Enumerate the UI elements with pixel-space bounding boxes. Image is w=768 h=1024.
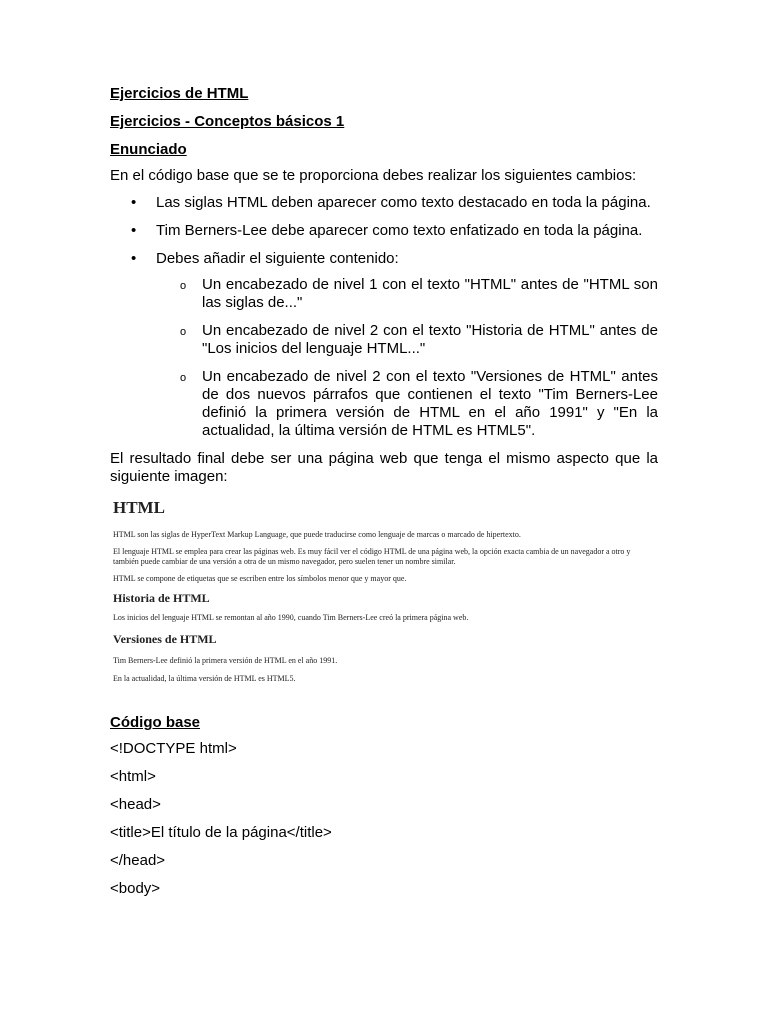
list-item-text: Debes añadir el siguiente contenido:: [156, 250, 399, 267]
sub-list-item-text: Un encabezado de nivel 2 con el texto "Versiones de HTML" antes de dos nuevos párrafos que contienen el texto "Tim Berners-Lee definió la primera versión de HTML en el año 1991" y "En la actualidad, la última versión de HTML es HTML5".: [202, 368, 658, 439]
sub-list-item-text: Un encabezado de nivel 1 con el texto "HTML" antes de "HTML son las siglas de...": [202, 276, 658, 311]
bullet-list: [110, 194, 658, 440]
sub-list-item: [156, 276, 658, 312]
code-section: [110, 712, 658, 898]
code-line: <html>: [110, 768, 156, 785]
image-paragraph: El lenguaje HTML se emplea para crear las páginas web. Es muy fácil ver el código HTML de una página web, la opción exacta cambia de un navegador a otro y también puede cambiar de una versión a otra de un mismo navegador, pero suelen tener un nombre similar.: [113, 547, 631, 566]
list-item-text: Las siglas HTML deben aparecer como texto destacado en toda la página.: [156, 194, 651, 211]
bullet-icon: •: [131, 250, 137, 267]
sub-list-item: [156, 322, 658, 358]
bullet-icon: •: [131, 222, 137, 239]
section-codigo-base: Código base: [110, 714, 201, 731]
section-enunciado: Enunciado: [110, 141, 187, 158]
code-line: <!DOCTYPE html>: [110, 740, 237, 757]
bullet-icon: •: [131, 194, 137, 211]
list-item-text: Tim Berners-Lee debe aparecer como texto enfatizado en toda la página.: [156, 222, 643, 239]
image-paragraph: HTML se compone de etiquetas que se escriben entre los símbolos menor que y mayor que.: [113, 574, 407, 583]
image-paragraph: En la actualidad, la última versión de HTML es HTML5.: [113, 674, 296, 683]
image-heading-historia: Historia de HTML: [113, 591, 210, 605]
image-paragraph: Los inicios del lenguaje HTML se remontan al año 1990, cuando Tim Berners-Lee creó la primera página web.: [113, 613, 469, 622]
list-item: [110, 222, 658, 240]
circle-bullet-icon: o: [180, 372, 187, 384]
list-item: [110, 250, 658, 440]
result-paragraph: El resultado final debe ser una página web que tenga el mismo aspecto que la siguiente imagen:: [110, 450, 658, 485]
code-line: <body>: [110, 880, 161, 897]
circle-bullet-icon: o: [180, 326, 187, 338]
document-title: Ejercicios de HTML: [110, 85, 249, 102]
circle-bullet-icon: o: [180, 280, 187, 292]
code-line: </head>: [110, 852, 166, 869]
sub-bullet-list: [156, 276, 658, 440]
example-output-image: [110, 498, 658, 690]
list-item: [110, 194, 658, 212]
exercise-title: Ejercicios - Conceptos básicos 1: [110, 113, 345, 130]
image-heading-html: HTML: [113, 498, 165, 517]
sub-list-item: [156, 368, 658, 440]
sub-list-item-text: Un encabezado de nivel 2 con el texto "Historia de HTML" antes de "Los inicios del lenguaje HTML...": [202, 322, 658, 357]
image-paragraph: Tim Berners-Lee definió la primera versión de HTML en el año 1991.: [113, 656, 338, 665]
image-heading-versiones: Versiones de HTML: [113, 632, 217, 646]
document-content: [110, 83, 658, 908]
image-paragraph: HTML son las siglas de HyperText Markup Language, que puede traducirse como lenguaje de marcas o marcado de hipertexto.: [113, 530, 521, 539]
code-line: <title>El título de la página</title>: [110, 824, 332, 841]
code-line: <head>: [110, 796, 161, 813]
intro-paragraph: En el código base que se te proporciona debes realizar los siguientes cambios:: [110, 167, 637, 184]
